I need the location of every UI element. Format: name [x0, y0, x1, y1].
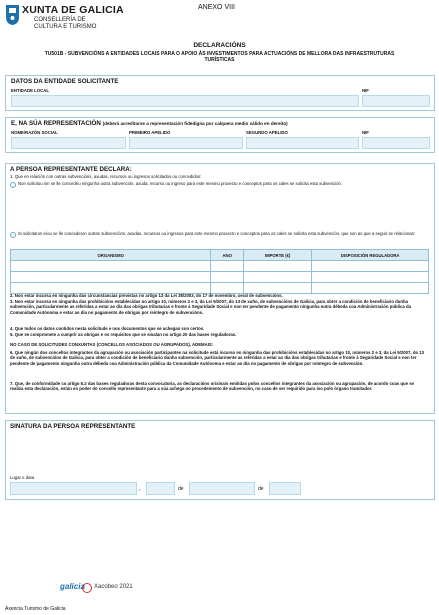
table-cell[interactable]: [11, 272, 211, 283]
table-cell[interactable]: [211, 261, 244, 272]
rep-surname2-label: SEGUNDO APELIDO: [246, 130, 288, 135]
page-title: DECLARACIÓNS: [193, 42, 246, 49]
table-cell[interactable]: [244, 283, 312, 294]
table-cell[interactable]: [312, 261, 429, 272]
table-cell[interactable]: [211, 283, 244, 294]
rep-name-field[interactable]: [11, 137, 126, 149]
entity-name-label: ENTIDADE LOCAL: [11, 88, 49, 93]
department-line1: CONSELLERÍA DE: [34, 17, 86, 23]
table-cell[interactable]: [244, 272, 312, 283]
representation-note: (deberá acreditarse a representación fidedigna por calquera medio válido en dereito): [102, 121, 288, 126]
entity-nif-field[interactable]: [362, 95, 430, 107]
year-field[interactable]: [269, 482, 301, 495]
option-none-radio[interactable]: [10, 182, 16, 188]
col-importe: IMPORTE (€): [244, 250, 312, 261]
de-separator-2: de: [258, 486, 264, 492]
table-row: [11, 261, 429, 272]
place-field[interactable]: [10, 482, 137, 495]
de-separator-1: de: [178, 486, 184, 492]
declaration-item-1: 1. Que en relación con outras subvencións, axudas, recursos ou ingresos solicitados ou concedidos:: [10, 174, 202, 179]
entity-name-field[interactable]: [11, 95, 359, 107]
xunta-logo: [5, 4, 125, 34]
place-date-label: Lugar e data: [10, 475, 35, 480]
declaration-item-4: 4. Que todos os datos contidos nesta solicitude e nos documentos que se achegan son certos.: [10, 326, 205, 331]
table-cell[interactable]: [312, 283, 429, 294]
department-line2: CULTURA E TURISMO: [34, 24, 97, 30]
representation-title-text: E, NA SÚA REPRESENTACIÓN: [11, 120, 101, 127]
representation-section: [5, 117, 435, 153]
table-cell[interactable]: [211, 272, 244, 283]
signature-section-title: SINATURA DA PERSOA REPRESENTANTE: [10, 423, 136, 430]
option-none-text: Non solicitou nin se lle concedeu ningunha outra subvención, axuda, recurso ou ingreso para este mesmo proxecto e conceptos para os cales se solicita esta subvención.: [18, 181, 343, 186]
table-cell[interactable]: [11, 261, 211, 272]
entity-section-title: DATOS DA ENTIDADE SOLICITANTE: [11, 78, 119, 85]
rep-nif-label: NIF: [362, 130, 369, 135]
rep-nif-field[interactable]: [362, 137, 430, 149]
procedure-title: TU501B - SUBVENCIÓNS A ENTIDADES LOCAIS PARA O APOIO ÁS INVESTIMENTOS PARA ACTUACIÓNS DE MELLORA DAS INFRAESTRUTURAS TURÍSTICAS: [44, 51, 395, 63]
galicia-logo-text: galicia: [60, 582, 85, 591]
declaration-item-5: 5. Que se compromete a cumprir as obrigas e os requisitos que se sinalan no artigo 20 das bases reguladoras.: [10, 332, 237, 337]
option-yes-radio[interactable]: [10, 232, 16, 238]
rep-name-label: NOME/RAZÓN SOCIAL: [11, 130, 58, 135]
joint-applications-heading: NO CASO DE SOLICITUDES CONXUNTAS (CONCELLOS ASOCIADOS OU AGRUPADOS), ADEMAIS:: [10, 342, 214, 347]
entity-section: [5, 75, 435, 111]
representation-section-title: [11, 120, 288, 127]
rep-surname2-field[interactable]: [246, 137, 359, 149]
annex-label: ANEXO VIII: [198, 4, 235, 11]
entity-nif-label: NIF: [362, 88, 369, 93]
month-field[interactable]: [189, 482, 255, 495]
rep-surname1-field[interactable]: [129, 137, 243, 149]
col-ano: ANO: [211, 250, 244, 261]
comma-separator: ,: [139, 486, 141, 492]
day-field[interactable]: [146, 482, 175, 495]
col-organismo: ORGANISMO: [11, 250, 211, 261]
galicia-shield-icon: [5, 4, 20, 26]
table-cell[interactable]: [11, 283, 211, 294]
agency-name: Axencia Turismo de Galicia: [5, 606, 66, 612]
option-yes-text: Si solicitaron e/ou se lle concederon outras subvencións, axudas, recursos ou ingresos para este mesmo proxecto e conceptos para os cales se solicita esta subvención, que son as que a seguir se relacionan:: [18, 231, 416, 236]
table-cell[interactable]: [312, 272, 429, 283]
rep-surname1-label: PRIMEIRO APELIDO: [129, 130, 171, 135]
table-header-row: [11, 250, 429, 261]
declarations-section-title: A PERSOA REPRESENTANTE DECLARA:: [10, 166, 132, 173]
declaration-item-2: 2. Non estar incursa en ningunha das circunstancias previstas no artigo 13 da Lei 38/2003, do 17 de novembro, xeral de subvencións.: [10, 293, 283, 298]
col-disposicion: DISPOSICIÓN REGULADORA: [312, 250, 429, 261]
table-row: [11, 272, 429, 283]
declaration-item-6: 6. Que ningún dos concellos integrantes da agrupación ou asociación participantes na solicitude está incurso en ningunha das prohibicións establecidas no artigo 10, números 2 e 3, da Lei 9/2007, do 13 de xuño, de subvencións de Galicia, para obter a condición de beneficiario dunha subvención, particularmente as referidas a estar ao día das obrigas tributarias e fronte á Seguridade Social e non ter pendente de pagamento ningunha outra débeda coa Administración pública da Comunidade Autónoma e estar ao día no pagamento de obrigas por reintegro de subvención.: [10, 350, 425, 366]
xacobeo-icon: [82, 583, 92, 593]
declaration-item-3: 3. Non estar incursa en ningunha das prohibicións establecidas no artigo 10, números 2 e 3, da Lei 9/2007, do 13 de xuño, de subvencións de Galicia, para obter a condición de beneficiario dunha subvención, particularmente as referidas a estar ao día das obrigas tributarias e fronte á Seguridade Social e non ter pendente de pagamento ningunha outra débeda coa Administración pública da Comunidade Autónoma e estar ao día no pagamento de obrigas por reintegro de subvencións.: [10, 299, 411, 315]
declaration-item-7: 7. Que, de conformidade co artigo 6.2 das bases reguladoras desta convocatoria, as declaracións orixinais emitidas polos concellos integrantes da asociación ou agrupación, de acordo coas que se realiza esta declaración, están en poder do concello representante para a súa achega no procedemento de subvención, no caso de ser requirido para iso polo órgano tramitador.: [10, 381, 415, 392]
table-cell[interactable]: [244, 261, 312, 272]
xacobeo-logo-text: Xacobeo 2021: [94, 584, 133, 590]
brand-name: XUNTA DE GALICIA: [22, 4, 124, 16]
table-row: [11, 283, 429, 294]
aid-table: [10, 249, 429, 294]
department: [34, 17, 96, 31]
